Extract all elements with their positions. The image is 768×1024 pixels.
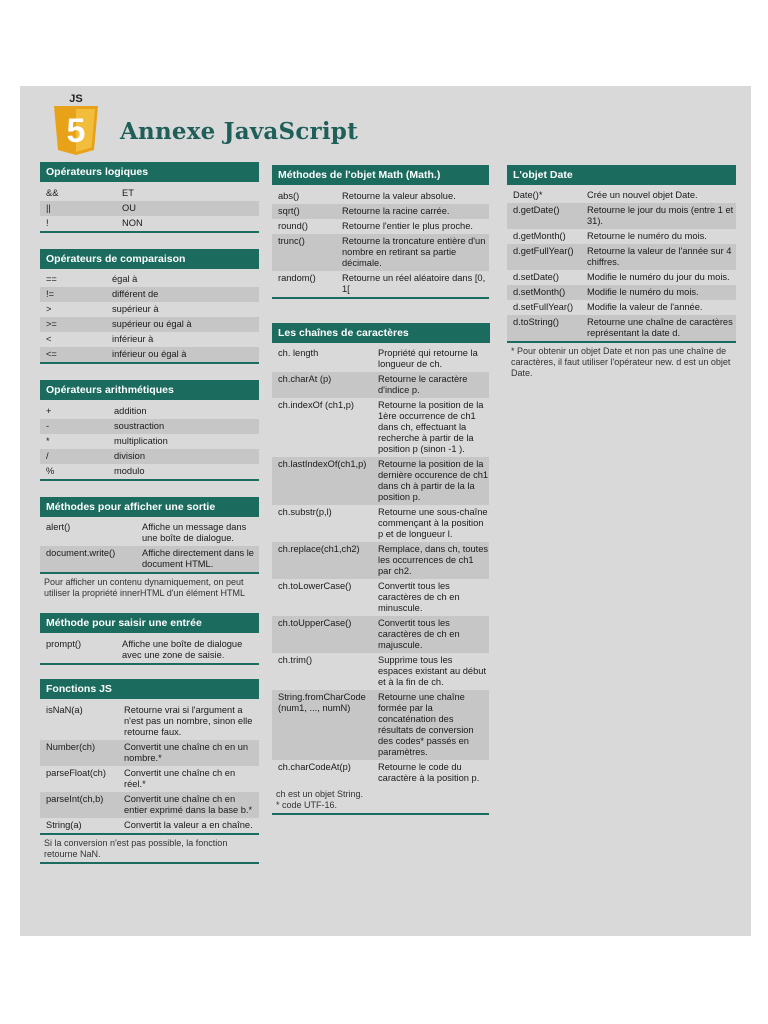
table-row bbox=[40, 766, 259, 792]
row-description: Affiche une boîte de dialogue avec une zone de saisie. bbox=[122, 639, 243, 660]
section-rule bbox=[40, 231, 259, 233]
row-description: Convertit tous les caractères de ch en majuscule. bbox=[378, 618, 460, 650]
row-description: Retourne la troncature entière d'un nombre en retirant sa partie décimale. bbox=[342, 236, 486, 268]
row-description: Retourne le numéro du mois. bbox=[587, 231, 707, 241]
section-rule bbox=[40, 862, 259, 864]
table-row bbox=[272, 398, 489, 457]
table-row bbox=[507, 315, 736, 341]
row-description: Retourne le caractère d'indice p. bbox=[378, 374, 468, 395]
row-description: Modifie le numéro du mois. bbox=[587, 287, 699, 297]
table-row bbox=[40, 703, 259, 740]
row-description: Retourne une chaîne de caractères représentant la date d. bbox=[587, 317, 733, 338]
page-title: Annexe JavaScript bbox=[120, 118, 358, 145]
row-description: multiplication bbox=[114, 436, 168, 446]
row-term: ! bbox=[46, 218, 49, 228]
section-header: L'objet Date bbox=[507, 165, 736, 185]
table-row bbox=[272, 346, 489, 372]
row-description: Remplace, dans ch, toutes les occurrences de ch1 par ch2. bbox=[378, 544, 489, 576]
row-term: trunc() bbox=[278, 236, 305, 246]
row-term: - bbox=[46, 421, 50, 431]
row-term: ch.replace(ch1,ch2) bbox=[278, 544, 360, 554]
table-row bbox=[272, 372, 489, 398]
row-description: soustraction bbox=[114, 421, 165, 431]
row-description: Retourne la position de la dernière occurence de ch1 dans ch à partir de la la position p. bbox=[378, 459, 489, 502]
section-rule bbox=[40, 663, 259, 665]
row-description: Retourne l'entier le plus proche. bbox=[342, 221, 473, 231]
row-description: Propriété qui retourne la longueur de ch. bbox=[378, 348, 478, 369]
row-description: Retourne la position de la 1ère occurrence de ch1 dans ch, effectuant la recherche à partir de la position p (sinon -1 ). bbox=[378, 400, 484, 454]
row-term: d.toString() bbox=[513, 317, 559, 327]
section-note: * code UTF-16. bbox=[276, 800, 338, 810]
row-description: Modifie la valeur de l'année. bbox=[587, 302, 703, 312]
row-term: parseInt(ch,b) bbox=[46, 794, 104, 804]
table-row bbox=[40, 404, 259, 419]
row-description: Retourne vrai si l'argument a n'est pas un nombre, sinon elle retourne faux. bbox=[124, 705, 253, 737]
row-description: division bbox=[114, 451, 146, 461]
row-description: Retourne la valeur absolue. bbox=[342, 191, 456, 201]
row-description: supérieur ou égal à bbox=[112, 319, 192, 329]
row-term: d.getDate() bbox=[513, 205, 560, 215]
section-math bbox=[272, 165, 489, 299]
column-left bbox=[40, 162, 259, 864]
row-term: String(a) bbox=[46, 820, 82, 830]
table-row bbox=[272, 457, 489, 505]
row-term: <= bbox=[46, 349, 57, 359]
row-term: d.setFullYear() bbox=[513, 302, 574, 312]
row-description: Affiche directement dans le document HTML. bbox=[142, 548, 254, 569]
section-rule bbox=[40, 479, 259, 481]
row-term: ch.indexOf (ch1,p) bbox=[278, 400, 354, 410]
table-row bbox=[40, 201, 259, 216]
section-header: Méthode pour saisir une entrée bbox=[40, 613, 259, 633]
row-term: String.fromCharCode (num1, ..., numN) bbox=[278, 692, 366, 713]
section-input bbox=[40, 613, 259, 665]
row-description: Convertit une chaîne ch en entier exprimé dans la base b.* bbox=[124, 794, 253, 815]
table-row bbox=[40, 272, 259, 287]
row-term: || bbox=[46, 203, 51, 213]
section-rule bbox=[40, 362, 259, 364]
table-row bbox=[272, 505, 489, 542]
table-row bbox=[40, 740, 259, 766]
table-row bbox=[40, 434, 259, 449]
table-row bbox=[40, 520, 259, 546]
table-row bbox=[40, 449, 259, 464]
section-note: * Pour obtenir un objet Date et non pas une chaîne de caractères, il faut utiliser l'opérateur new. d est un objet Date. bbox=[511, 346, 731, 378]
row-description: Supprime tous les espaces existant au début et à la fin de ch. bbox=[378, 655, 487, 687]
row-term: / bbox=[46, 451, 49, 461]
table-row bbox=[507, 270, 736, 285]
row-term: prompt() bbox=[46, 639, 82, 649]
row-term: ch.toUpperCase() bbox=[278, 618, 352, 628]
section-logical bbox=[40, 162, 259, 233]
row-description: Retourne un réel aléatoire dans [0, 1[ bbox=[342, 273, 486, 294]
row-term: isNaN(a) bbox=[46, 705, 83, 715]
row-term: round() bbox=[278, 221, 308, 231]
table-row bbox=[507, 244, 736, 270]
row-description: égal à bbox=[112, 274, 138, 284]
table-row bbox=[272, 653, 489, 690]
table-row bbox=[272, 690, 489, 760]
table-row bbox=[40, 186, 259, 201]
row-description: Retourne une chaîne formée par la concaténation des résultats de conversion des codes* passés en paramètres. bbox=[378, 692, 474, 757]
row-description: Retourne le jour du mois (entre 1 et 31). bbox=[587, 205, 734, 226]
row-term: Date()* bbox=[513, 190, 543, 200]
section-header: Les chaînes de caractères bbox=[272, 323, 490, 343]
row-description: Convertit la valeur a en chaîne. bbox=[124, 820, 253, 830]
table-row bbox=[272, 271, 489, 297]
row-term: ch.substr(p,l) bbox=[278, 507, 332, 517]
table-row bbox=[40, 216, 259, 231]
section-rule bbox=[272, 297, 489, 299]
column-middle bbox=[272, 165, 489, 815]
row-description: addition bbox=[114, 406, 147, 416]
section-date bbox=[507, 165, 736, 379]
row-term: Number(ch) bbox=[46, 742, 96, 752]
row-term: >= bbox=[46, 319, 57, 329]
table-row bbox=[272, 760, 489, 786]
row-term: document.write() bbox=[46, 548, 116, 558]
table-row bbox=[40, 818, 259, 833]
section-note: Pour afficher un contenu dynamiquement, on peut utiliser la propriété innerHTML d'un élément HTML bbox=[44, 577, 245, 598]
row-term: ch.toLowerCase() bbox=[278, 581, 352, 591]
table-row bbox=[507, 229, 736, 244]
section-output bbox=[40, 497, 259, 599]
row-term: ch.charCodeAt(p) bbox=[278, 762, 351, 772]
row-description: Retourne le code du caractère à la position p. bbox=[378, 762, 480, 783]
row-term: ch. length bbox=[278, 348, 319, 358]
row-term: parseFloat(ch) bbox=[46, 768, 106, 778]
row-term: && bbox=[46, 188, 59, 198]
table-row bbox=[272, 234, 489, 271]
row-term: % bbox=[46, 466, 55, 476]
row-description: Retourne une sous-chaîne commençant à la position p et de longueur l. bbox=[378, 507, 488, 539]
table-row bbox=[40, 347, 259, 362]
table-row bbox=[40, 317, 259, 332]
section-header: Méthodes de l'objet Math (Math.) bbox=[272, 165, 489, 185]
section-header: Opérateurs de comparaison bbox=[40, 249, 259, 269]
table-row bbox=[507, 300, 736, 315]
row-term: ch.lastIndexOf(ch1,p) bbox=[278, 459, 367, 469]
table-row bbox=[40, 419, 259, 434]
section-header: Méthodes pour afficher une sortie bbox=[40, 497, 259, 517]
row-description: inférieur ou égal à bbox=[112, 349, 187, 359]
row-term: alert() bbox=[46, 522, 71, 532]
column-right bbox=[507, 165, 736, 379]
section-arith bbox=[40, 380, 259, 481]
table-row bbox=[40, 637, 259, 663]
row-description: Retourne la valeur de l'année sur 4 chiffres. bbox=[587, 246, 732, 267]
table-row bbox=[40, 546, 259, 572]
row-term: d.setDate() bbox=[513, 272, 559, 282]
row-term: random() bbox=[278, 273, 316, 283]
row-description: ET bbox=[122, 188, 134, 198]
row-term: d.setMonth() bbox=[513, 287, 566, 297]
table-row bbox=[40, 302, 259, 317]
section-rule bbox=[272, 813, 489, 815]
table-row bbox=[272, 616, 489, 653]
row-term: abs() bbox=[278, 191, 300, 201]
section-header: Opérateurs logiques bbox=[40, 162, 259, 182]
row-term: != bbox=[46, 289, 55, 299]
table-row bbox=[507, 203, 736, 229]
table-row bbox=[272, 204, 489, 219]
section-note: Si la conversion n'est pas possible, la fonction retourne NaN. bbox=[44, 838, 228, 859]
row-term: + bbox=[46, 406, 52, 416]
row-description: OU bbox=[122, 203, 136, 213]
section-header: Fonctions JS bbox=[40, 679, 259, 699]
row-term: > bbox=[46, 304, 52, 314]
row-description: supérieur à bbox=[112, 304, 159, 314]
row-description: Convertit une chaîne ch en réel.* bbox=[124, 768, 236, 789]
logo-glyph: 5 bbox=[66, 112, 86, 150]
section-strings bbox=[272, 323, 489, 815]
table-row bbox=[40, 287, 259, 302]
row-description: Modifie le numéro du jour du mois. bbox=[587, 272, 730, 282]
row-description: Convertit tous les caractères de ch en minuscule. bbox=[378, 581, 460, 613]
section-note: ch est un objet String. bbox=[276, 789, 364, 799]
section-comparison bbox=[40, 249, 259, 364]
table-row bbox=[272, 542, 489, 579]
row-term: sqrt() bbox=[278, 206, 300, 216]
row-description: différent de bbox=[112, 289, 159, 299]
table-row bbox=[40, 792, 259, 818]
js-html5-logo-icon bbox=[50, 92, 102, 156]
table-row bbox=[272, 219, 489, 234]
row-description: inférieur à bbox=[112, 334, 154, 344]
row-description: Convertit une chaîne ch en un nombre.* bbox=[124, 742, 249, 763]
row-term: < bbox=[46, 334, 52, 344]
row-description: Crée un nouvel objet Date. bbox=[587, 190, 698, 200]
section-functions bbox=[40, 679, 259, 864]
section-header: Opérateurs arithmétiques bbox=[40, 380, 259, 400]
table-row bbox=[40, 464, 259, 479]
row-description: NON bbox=[122, 218, 143, 228]
row-term: == bbox=[46, 274, 57, 284]
row-term: d.getFullYear() bbox=[513, 246, 574, 256]
row-term: ch.charAt (p) bbox=[278, 374, 332, 384]
row-description: modulo bbox=[114, 466, 145, 476]
table-row bbox=[272, 189, 489, 204]
table-row bbox=[272, 579, 489, 616]
row-term: d.getMonth() bbox=[513, 231, 566, 241]
row-description: Affiche un message dans une boîte de dialogue. bbox=[142, 522, 247, 543]
table-row bbox=[507, 188, 736, 203]
row-term: * bbox=[46, 436, 50, 446]
logo-badge: JS bbox=[69, 93, 83, 105]
row-description: Retourne la racine carrée. bbox=[342, 206, 450, 216]
table-row bbox=[40, 332, 259, 347]
table-row bbox=[507, 285, 736, 300]
row-term: ch.trim() bbox=[278, 655, 313, 665]
